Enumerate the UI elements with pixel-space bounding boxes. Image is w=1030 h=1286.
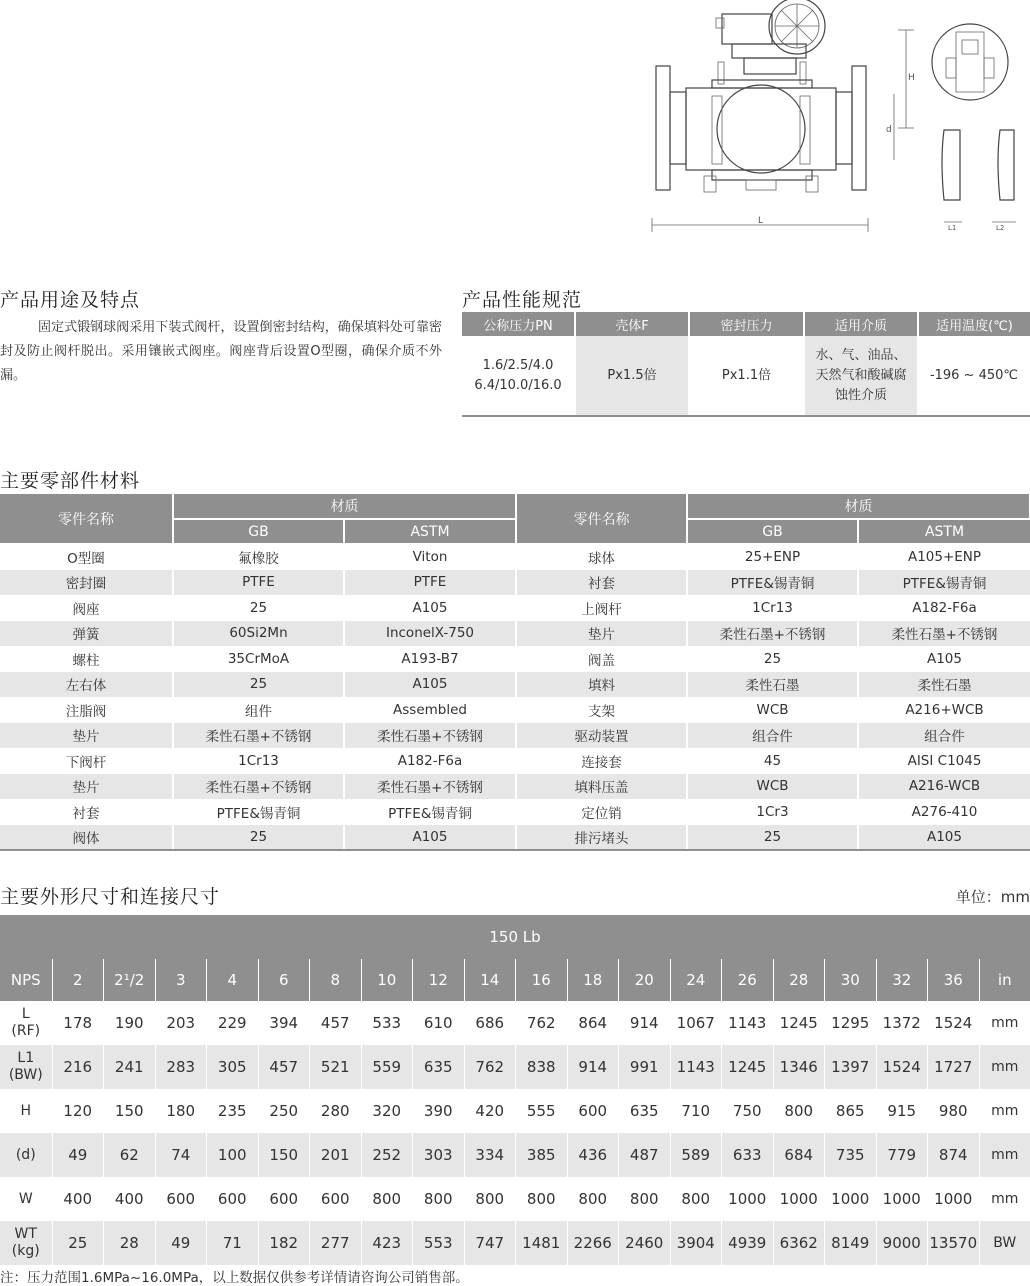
dims-value-cell: 9000 [876,1221,928,1265]
dims-body [0,1001,1030,1265]
dims-value-cell: 150 [104,1089,156,1133]
dims-value-cell: 394 [258,1001,310,1045]
materials-cell: A276-410 [911,803,978,820]
spec-medium-cell [804,336,918,416]
materials-cell: 45 [687,748,858,774]
materials-cell: 组合件 [858,723,1030,749]
dims-note: 注：压力范围1.6MPa~16.0MPa，以上数据仅供参考详情请咨询公司销售部。 [0,1270,469,1286]
dims-value-cell: 686 [464,1001,516,1045]
dims-value-cell: 1481 [516,1221,568,1265]
dims-nps-cell: 24 [670,959,722,1001]
table-row [0,1089,1030,1133]
dims-row-label-line1: H [20,1102,32,1119]
dims-value-cell: 180 [155,1089,207,1133]
materials-cell: 25 [173,595,344,621]
materials-header-row-1 [0,494,1030,519]
dims-row-label [0,1001,52,1045]
dims-value-cell: 1000 [773,1177,825,1221]
dims-value-cell: 600 [207,1177,259,1221]
dims-value-cell: 423 [361,1221,413,1265]
materials-cell: 25+ENP [687,544,858,570]
dims-value-cell: 1000 [876,1177,928,1221]
dims-value-cell: 385 [516,1133,568,1177]
materials-header-gb: GB [687,519,858,544]
materials-cell: 螺柱 [0,646,173,672]
dims-value-cell: 600 [567,1089,619,1133]
dims-nps-cell: 10 [361,959,413,1001]
dim-label-L1: L1 [948,224,957,232]
dims-nps-cell: 2¹/2 [104,959,156,1001]
dims-value-cell: 800 [619,1177,671,1221]
dims-value-cell: 1372 [876,1001,928,1045]
dims-value-cell: 750 [722,1089,774,1133]
dims-nps-cell: 28 [773,959,825,1001]
dims-nps-cell: 18 [567,959,619,1001]
dims-value-cell: 201 [310,1133,362,1177]
materials-cell: 25 [173,672,344,698]
materials-cell: PTFE [344,570,516,596]
materials-cell: 阀盖 [516,646,687,672]
dims-nps-cell: 2 [52,959,104,1001]
dims-value-cell: 303 [413,1133,465,1177]
dims-value-cell: 229 [207,1001,259,1045]
dims-unit-cell: mm [991,1015,1019,1031]
materials-cell: 密封圈 [0,570,173,596]
dims-value-cell: 521 [310,1045,362,1089]
dims-value-cell: 762 [464,1045,516,1089]
dims-row-label [0,1089,52,1133]
dims-value-cell: 559 [361,1045,413,1089]
dims-value-cell: 635 [413,1045,465,1089]
dims-value-cell: 800 [516,1177,568,1221]
dims-value-cell: 533 [361,1001,413,1045]
dim-label-d: d [886,125,892,135]
materials-cell: A105+ENP [907,549,982,566]
spec-header-cell: 适用介质 [804,312,918,336]
dims-nps-cell: 32 [876,959,928,1001]
dims-row-label-line2: (kg) [11,1243,40,1259]
dims-value-cell: 1524 [876,1045,928,1089]
materials-cell: PTFE [173,570,344,596]
dims-unit-cell: mm [979,1133,1030,1177]
materials-cell: 球体 [516,544,687,570]
materials-cell: 垫片 [0,723,173,749]
dims-row-label-line2: (RF) [11,1023,41,1039]
materials-cell: 1Cr3 [687,799,858,825]
dims-value-cell: 2460 [619,1221,671,1265]
table-row [0,825,1030,851]
usage-text: 固定式锻钢球阀采用下装式阀杆，设置倒密封结构，确保填料处可靠密封及防止阀杆脱出。采用镶嵌式阀座。阀座背后设置O型圈，确保介质不外漏。 [0,320,442,383]
dims-value-cell: 735 [825,1133,877,1177]
dims-nps-cell: 8 [310,959,362,1001]
dims-value-cell: 1727 [928,1045,980,1089]
dims-value-cell: 633 [722,1133,774,1177]
dims-nps-cell: 16 [516,959,568,1001]
materials-cell: A105 [344,825,516,851]
dims-value-cell: 71 [207,1221,259,1265]
dims-unit-label: 单位：mm [955,888,1030,906]
materials-cell: PTFE&锡青铜 [344,799,516,825]
materials-cell: Assembled [344,697,516,723]
dims-value-cell: 914 [619,1001,671,1045]
table-row [0,723,1030,749]
spec-seal-cell: Px1.1倍 [689,336,804,416]
dims-value-cell: 457 [310,1001,362,1045]
table-row [0,748,1030,774]
spec-data-row [462,336,1030,416]
table-row [0,570,1030,596]
materials-cell: 组合件 [687,723,858,749]
materials-cell: 1Cr13 [173,748,344,774]
table-row [0,621,1030,647]
dims-value-cell: 600 [155,1177,207,1221]
dims-row-label-line2: (BW) [8,1067,43,1083]
dims-value-cell: 178 [52,1001,104,1045]
valve-drawing [640,0,1030,240]
materials-header-part: 零件名称 [516,494,687,544]
dims-value-cell: 1245 [773,1001,825,1045]
dims-value-cell: 1524 [928,1001,980,1045]
dims-value-cell: 710 [670,1089,722,1133]
table-row [0,1221,1030,1265]
dims-nps-cell: 14 [464,959,516,1001]
table-row [0,1001,1030,1045]
dims-value-cell: 28 [104,1221,156,1265]
dims-value-cell: 277 [310,1221,362,1265]
spec-table [462,312,1030,417]
materials-cell: 阀座 [0,595,173,621]
materials-cell: 25 [687,646,858,672]
dims-value-cell: 991 [619,1045,671,1089]
dims-unit-cell: mm [979,1045,1030,1089]
materials-cell: PTFE&锡青铜 [858,570,1030,596]
dims-value-cell: 203 [155,1001,207,1045]
materials-cell: 填料 [516,672,687,698]
dims-nps-cell: 36 [928,959,980,1001]
dims-value-cell: 1000 [722,1177,774,1221]
materials-header-material: 材质 [173,494,516,519]
dims-value-cell: 320 [361,1089,413,1133]
dims-value-cell: 74 [155,1133,207,1177]
materials-cell: A216+WCB [905,701,984,718]
dims-value-cell: 915 [876,1089,928,1133]
dims-value-cell: 400 [104,1177,156,1221]
materials-cell: A182-F6a [344,748,516,774]
dims-value-cell: 150 [258,1133,310,1177]
dims-value-cell: 49 [155,1221,207,1265]
dims-value-cell: 779 [876,1133,928,1177]
materials-cell: 注脂阀 [0,697,173,723]
dims-value-cell: 800 [567,1177,619,1221]
spec-pn-line1: 1.6/2.5/4.0 [482,357,554,373]
materials-cell: A105 [858,825,1030,851]
usage-title: 产品用途及特点 [0,289,141,311]
dims-unit-cell: mm [991,1103,1019,1119]
materials-cell: 氟橡胶 [173,544,344,570]
dims-value-cell: 100 [207,1133,259,1177]
dims-value-cell: 250 [258,1089,310,1133]
dims-value-cell: 600 [258,1177,310,1221]
dims-value-cell: 235 [207,1089,259,1133]
dims-value-cell: 305 [207,1045,259,1089]
dims-value-cell: 800 [464,1177,516,1221]
table-row [0,672,1030,698]
materials-cell: 定位销 [516,799,687,825]
materials-cell: 上阀杆 [516,595,687,621]
spec-pn-cell [462,336,575,416]
materials-cell: A193-B7 [344,646,516,672]
table-row [0,544,1030,570]
materials-cell: 弹簧 [0,621,173,647]
dims-nps-cell: 4 [207,959,259,1001]
dims-value-cell: 800 [670,1177,722,1221]
dims-value-cell: 980 [928,1089,980,1133]
materials-cell: 柔性石墨+不锈钢 [344,723,516,749]
materials-cell: O型圈 [0,544,173,570]
dims-value-cell: 280 [310,1089,362,1133]
dims-nps-cell: 26 [722,959,774,1001]
materials-cell: A105 [344,595,516,621]
materials-cell: 柔性石墨+不锈钢 [173,774,344,800]
dim-label-L2: L2 [996,224,1005,232]
dims-value-cell: 553 [413,1221,465,1265]
materials-cell: 左右体 [0,672,173,698]
dims-table [0,915,1030,1265]
dims-value-cell: 390 [413,1089,465,1133]
spec-medium-line2: 天然气和酸碱腐 [815,367,907,383]
materials-cell: InconelX-750 [344,621,516,647]
dims-value-cell: 62 [104,1133,156,1177]
dims-unit-cell: mm [991,1191,1019,1207]
materials-cell: 柔性石墨+不锈钢 [344,774,516,800]
dims-value-cell: 800 [413,1177,465,1221]
dims-value-cell: 684 [773,1133,825,1177]
dims-value-cell: 49 [52,1133,104,1177]
materials-cell: 35CrMoA [173,646,344,672]
spec-header-cell: 公称压力PN [462,312,575,336]
dims-title: 主要外形尺寸和连接尺寸 [0,886,221,908]
materials-cell: 驱动装置 [516,723,687,749]
table-row [0,595,1030,621]
dims-nps-cell: 20 [619,959,671,1001]
materials-cell: 垫片 [516,621,687,647]
dims-row-label-line1: WT [14,1226,37,1242]
materials-cell: A105 [926,650,962,667]
materials-cell: 柔性石墨+不锈钢 [173,723,344,749]
dims-value-cell: 190 [104,1001,156,1045]
dims-row-label [0,1177,52,1221]
materials-title: 主要零部件材料 [0,470,141,492]
table-row [0,774,1030,800]
materials-cell: 1Cr13 [687,595,858,621]
dims-value-cell: 874 [928,1133,980,1177]
dims-row-label-line1: L1 [17,1050,35,1066]
materials-cell: 填料压盖 [516,774,687,800]
materials-cell: 柔性石墨 [687,672,858,698]
dims-row-label-line1: W [18,1190,33,1207]
spec-medium-line3: 蚀性介质 [834,387,887,403]
dims-nps-cell: 3 [155,959,207,1001]
dims-nps-cell: 6 [258,959,310,1001]
dims-class-cell: 150 Lb [0,915,1030,959]
materials-cell: Viton [344,544,516,570]
dims-row-label [0,1221,52,1265]
spec-pn-line2: 6.4/10.0/16.0 [474,377,562,393]
materials-cell: 衬套 [516,570,687,596]
dims-value-cell: 635 [619,1089,671,1133]
materials-header-astm: ASTM [858,519,1030,544]
dims-value-cell: 216 [52,1045,104,1089]
dims-value-cell: 1143 [722,1001,774,1045]
dims-value-cell: 864 [567,1001,619,1045]
dims-value-cell: 800 [361,1177,413,1221]
dims-value-cell: 610 [413,1001,465,1045]
table-row [0,646,1030,672]
dims-value-cell: 436 [567,1133,619,1177]
table-row [0,1133,1030,1177]
materials-cell: AISI C1045 [907,752,982,769]
dims-value-cell: 1143 [670,1045,722,1089]
dims-value-cell: 838 [516,1045,568,1089]
dims-nps-row [0,959,1030,1001]
dims-value-cell: 1245 [722,1045,774,1089]
dims-value-cell: 13570 [928,1221,980,1265]
dims-value-cell: 4939 [722,1221,774,1265]
dims-value-cell: 400 [52,1177,104,1221]
dims-value-cell: 283 [155,1045,207,1089]
materials-cell: 垫片 [0,774,173,800]
dims-value-cell: 762 [516,1001,568,1045]
materials-cell: WCB [687,697,858,723]
materials-cell: 组件 [173,697,344,723]
spec-medium-line1: 水、气、油品、 [815,347,907,363]
spec-header-row [462,312,1030,336]
materials-cell: 柔性石墨+不锈钢 [687,621,858,647]
dims-value-cell: 3904 [670,1221,722,1265]
dims-value-cell: 555 [516,1089,568,1133]
materials-cell: 60Si2Mn [173,621,344,647]
spec-title: 产品性能规范 [462,289,583,311]
materials-cell: A105 [344,672,516,698]
materials-header-gb: GB [173,519,344,544]
materials-cell: 衬套 [0,799,173,825]
dims-nps-unit: in [979,959,1030,1001]
dims-value-cell: 420 [464,1089,516,1133]
materials-body [0,544,1030,850]
materials-header-part: 零件名称 [0,494,173,544]
dims-row-label-line1: (d) [15,1146,36,1163]
materials-header-material: 材质 [687,494,1030,519]
dims-value-cell: 25 [52,1221,104,1265]
valve-drawing-svg [640,0,1030,240]
materials-cell: 支架 [516,697,687,723]
materials-cell: A216-WCB [858,774,1030,800]
materials-cell: 排污堵头 [516,825,687,851]
dims-value-cell: 457 [258,1045,310,1089]
materials-cell: 连接套 [516,748,687,774]
table-row [0,1045,1030,1089]
dims-value-cell: 1397 [825,1045,877,1089]
materials-cell: PTFE&锡青铜 [687,570,858,596]
spec-header-cell: 适用温度(℃) [918,312,1030,336]
materials-table [0,494,1030,851]
dims-value-cell: 865 [825,1089,877,1133]
dims-nps-cell: 30 [825,959,877,1001]
spec-shell-cell: Px1.5倍 [575,336,689,416]
dims-class-row [0,915,1030,959]
dims-row-label [0,1133,52,1177]
dims-value-cell: 8149 [825,1221,877,1265]
dims-value-cell: 1067 [670,1001,722,1045]
dims-value-cell: 6362 [773,1221,825,1265]
dims-value-cell: 589 [670,1133,722,1177]
materials-cell: A182-F6a [912,599,977,616]
dim-label-L: L [758,216,764,226]
dim-label-H: H [908,73,915,83]
materials-cell: 柔性石墨 [858,672,1030,698]
materials-cell: 25 [687,825,858,851]
dims-value-cell: 914 [567,1045,619,1089]
materials-cell: 柔性石墨+不锈钢 [858,621,1030,647]
materials-cell: 阀体 [0,825,173,851]
dims-nps-label: NPS [0,959,52,1001]
dims-value-cell: 182 [258,1221,310,1265]
dims-value-cell: 600 [310,1177,362,1221]
materials-cell: 下阀杆 [0,748,173,774]
materials-cell: 25 [173,825,344,851]
dims-value-cell: 1000 [825,1177,877,1221]
spec-temp-cell: -196 ~ 450℃ [918,336,1030,416]
table-row [0,1177,1030,1221]
dims-row-label-line1: L [21,1006,30,1022]
materials-header-astm: ASTM [344,519,516,544]
table-row [0,799,1030,825]
materials-cell: PTFE&锡青铜 [173,799,344,825]
dims-value-cell: 747 [464,1221,516,1265]
dims-value-cell: 1295 [825,1001,877,1045]
dims-value-cell: 800 [773,1089,825,1133]
table-row [0,697,1030,723]
dims-value-cell: 1346 [773,1045,825,1089]
spec-header-cell: 壳体F [575,312,689,336]
dims-value-cell: 120 [52,1089,104,1133]
spec-header-cell: 密封压力 [689,312,804,336]
dims-value-cell: 334 [464,1133,516,1177]
materials-cell: WCB [687,774,858,800]
dims-value-cell: 487 [619,1133,671,1177]
dims-value-cell: 1000 [928,1177,980,1221]
dims-value-cell: 252 [361,1133,413,1177]
dims-unit-cell: BW [979,1221,1030,1265]
dims-row-label [0,1045,52,1089]
dims-nps-cell: 12 [413,959,465,1001]
dims-value-cell: 241 [104,1045,156,1089]
dims-value-cell: 2266 [567,1221,619,1265]
